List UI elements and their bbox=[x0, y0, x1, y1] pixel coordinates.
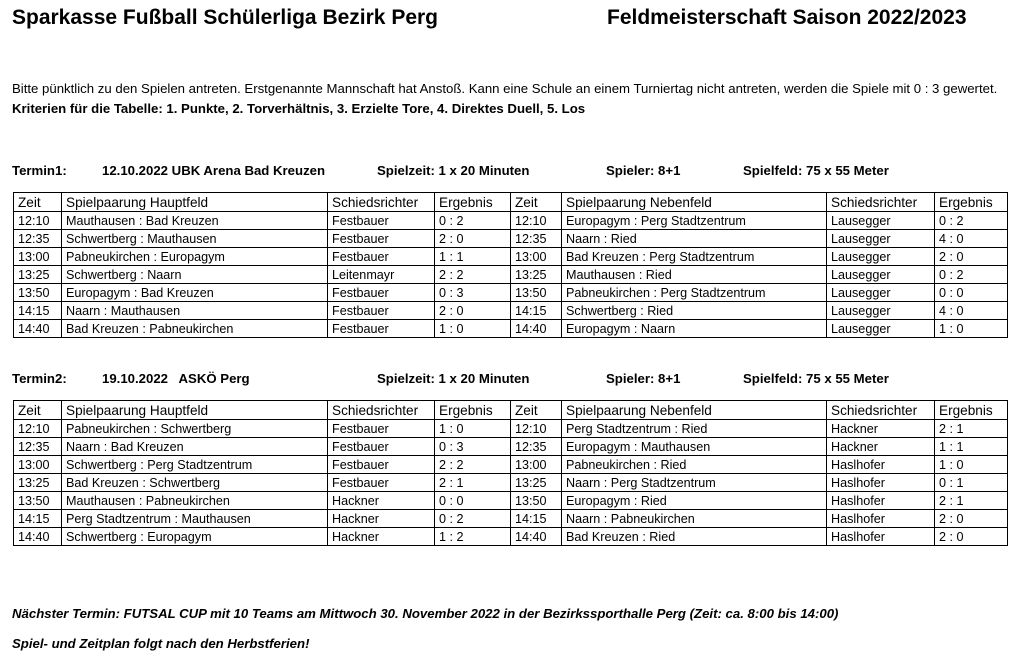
intro-text: Bitte pünktlich zu den Spielen antreten. Erstgenannte Mannschaft hat Anstoß. Kann eine Schule an einem Turniertag nicht antreten, werden die Spiele mit 0 : 3 gewertet. bbox=[12, 81, 998, 96]
cell-time: 12:35 bbox=[511, 230, 562, 248]
table-row bbox=[14, 420, 1008, 438]
table-row bbox=[14, 284, 1008, 302]
intro-paragraph bbox=[12, 79, 1012, 119]
cell-time: 12:10 bbox=[14, 212, 62, 230]
cell-result: 0 : 1 bbox=[935, 474, 1008, 492]
cell-match-side: Naarn : Pabneukirchen bbox=[562, 510, 827, 528]
cell-time: 13:00 bbox=[14, 456, 62, 474]
cell-time: 13:25 bbox=[511, 474, 562, 492]
cell-time: 14:40 bbox=[14, 320, 62, 338]
cell-result: 0 : 3 bbox=[435, 284, 511, 302]
cell-time: 14:40 bbox=[14, 528, 62, 546]
cell-result: 2 : 1 bbox=[935, 420, 1008, 438]
cell-time: 12:35 bbox=[511, 438, 562, 456]
cell-match-side: Bad Kreuzen : Ried bbox=[562, 528, 827, 546]
cell-match-side: Naarn : Perg Stadtzentrum bbox=[562, 474, 827, 492]
cell-referee: Festbauer bbox=[328, 456, 435, 474]
cell-match-side: Mauthausen : Ried bbox=[562, 266, 827, 284]
cell-time: 13:50 bbox=[511, 284, 562, 302]
cell-referee: Festbauer bbox=[328, 248, 435, 266]
cell-referee: Hackner bbox=[328, 510, 435, 528]
cell-time: 13:50 bbox=[14, 492, 62, 510]
cell-match-main: Schwertberg : Mauthausen bbox=[62, 230, 328, 248]
cell-result: 1 : 2 bbox=[435, 528, 511, 546]
cell-referee: Hackner bbox=[827, 420, 935, 438]
cell-result: 1 : 0 bbox=[435, 420, 511, 438]
cell-match-main: Schwertberg : Naarn bbox=[62, 266, 328, 284]
table-row bbox=[14, 510, 1008, 528]
cell-referee: Hackner bbox=[328, 492, 435, 510]
termin-date-venue: 19.10.2022 ASKÖ Perg bbox=[102, 371, 250, 386]
cell-result: 0 : 2 bbox=[935, 212, 1008, 230]
column-header-time: Zeit bbox=[14, 401, 62, 420]
cell-referee: Haslhofer bbox=[827, 510, 935, 528]
table-header-row bbox=[14, 193, 1008, 212]
cell-time: 12:10 bbox=[511, 420, 562, 438]
table-row bbox=[14, 492, 1008, 510]
cell-referee: Lausegger bbox=[827, 248, 935, 266]
cell-referee: Festbauer bbox=[328, 230, 435, 248]
cell-result: 0 : 0 bbox=[435, 492, 511, 510]
cell-referee: Lausegger bbox=[827, 266, 935, 284]
termin-spielfeld: Spielfeld: 75 x 55 Meter bbox=[743, 163, 889, 178]
cell-time: 14:15 bbox=[14, 302, 62, 320]
cell-time: 13:00 bbox=[511, 248, 562, 266]
cell-result: 0 : 2 bbox=[435, 510, 511, 528]
cell-referee: Haslhofer bbox=[827, 456, 935, 474]
column-header-time: Zeit bbox=[511, 193, 562, 212]
cell-match-side: Schwertberg : Ried bbox=[562, 302, 827, 320]
cell-time: 12:35 bbox=[14, 438, 62, 456]
cell-match-main: Naarn : Mauthausen bbox=[62, 302, 328, 320]
cell-referee: Festbauer bbox=[328, 284, 435, 302]
season-title: Feldmeisterschaft Saison 2022/2023 bbox=[607, 6, 967, 29]
cell-match-side: Pabneukirchen : Ried bbox=[562, 456, 827, 474]
cell-result: 1 : 1 bbox=[935, 438, 1008, 456]
cell-result: 1 : 0 bbox=[935, 320, 1008, 338]
cell-referee: Lausegger bbox=[827, 284, 935, 302]
termin-spielzeit: Spielzeit: 1 x 20 Minuten bbox=[377, 163, 530, 178]
cell-match-main: Perg Stadtzentrum : Mauthausen bbox=[62, 510, 328, 528]
cell-result: 1 : 1 bbox=[435, 248, 511, 266]
termin-spieler: Spieler: 8+1 bbox=[606, 371, 681, 386]
cell-referee: Haslhofer bbox=[827, 492, 935, 510]
cell-result: 0 : 2 bbox=[435, 212, 511, 230]
cell-match-side: Pabneukirchen : Perg Stadtzentrum bbox=[562, 284, 827, 302]
table-row bbox=[14, 456, 1008, 474]
cell-time: 13:00 bbox=[511, 456, 562, 474]
termin-spielzeit: Spielzeit: 1 x 20 Minuten bbox=[377, 371, 530, 386]
cell-time: 14:15 bbox=[511, 302, 562, 320]
table-criteria: Kriterien für die Tabelle: 1. Punkte, 2. Torverhältnis, 3. Erzielte Tore, 4. Direktes Duell, 5. Los bbox=[12, 101, 586, 116]
page-title: Sparkasse Fußball Schülerliga Bezirk Perg bbox=[12, 6, 438, 29]
cell-result: 1 : 0 bbox=[435, 320, 511, 338]
column-header-referee: Schiedsrichter bbox=[827, 401, 935, 420]
cell-result: 2 : 1 bbox=[435, 474, 511, 492]
cell-referee: Leitenmayr bbox=[328, 266, 435, 284]
cell-time: 13:25 bbox=[511, 266, 562, 284]
cell-referee: Hackner bbox=[827, 438, 935, 456]
cell-referee: Festbauer bbox=[328, 302, 435, 320]
cell-referee: Festbauer bbox=[328, 320, 435, 338]
termin-spieler: Spieler: 8+1 bbox=[606, 163, 681, 178]
cell-result: 4 : 0 bbox=[935, 302, 1008, 320]
cell-referee: Festbauer bbox=[328, 420, 435, 438]
cell-time: 13:25 bbox=[14, 474, 62, 492]
column-header-result: Ergebnis bbox=[435, 193, 511, 212]
table-row bbox=[14, 320, 1008, 338]
column-header-result: Ergebnis bbox=[435, 401, 511, 420]
cell-result: 2 : 0 bbox=[935, 248, 1008, 266]
cell-referee: Lausegger bbox=[827, 230, 935, 248]
cell-result: 0 : 0 bbox=[935, 284, 1008, 302]
column-header-match-side: Spielpaarung Nebenfeld bbox=[562, 401, 827, 420]
table-row bbox=[14, 248, 1008, 266]
column-header-time: Zeit bbox=[511, 401, 562, 420]
column-header-time: Zeit bbox=[14, 193, 62, 212]
cell-result: 2 : 1 bbox=[935, 492, 1008, 510]
termin-label: Termin1: bbox=[12, 163, 67, 178]
cell-match-main: Bad Kreuzen : Pabneukirchen bbox=[62, 320, 328, 338]
cell-referee: Lausegger bbox=[827, 320, 935, 338]
table-header-row bbox=[14, 401, 1008, 420]
cell-result: 2 : 0 bbox=[935, 510, 1008, 528]
table-row bbox=[14, 474, 1008, 492]
cell-match-main: Mauthausen : Pabneukirchen bbox=[62, 492, 328, 510]
cell-result: 0 : 2 bbox=[935, 266, 1008, 284]
cell-time: 12:10 bbox=[511, 212, 562, 230]
termin2-schedule-table bbox=[13, 400, 1008, 546]
cell-referee: Festbauer bbox=[328, 438, 435, 456]
cell-result: 2 : 0 bbox=[435, 230, 511, 248]
column-header-match-main: Spielpaarung Hauptfeld bbox=[62, 193, 328, 212]
cell-referee: Festbauer bbox=[328, 212, 435, 230]
cell-result: 2 : 2 bbox=[435, 456, 511, 474]
cell-match-main: Pabneukirchen : Schwertberg bbox=[62, 420, 328, 438]
cell-match-main: Pabneukirchen : Europagym bbox=[62, 248, 328, 266]
cell-time: 13:50 bbox=[14, 284, 62, 302]
cell-match-side: Europagym : Perg Stadtzentrum bbox=[562, 212, 827, 230]
table-row bbox=[14, 212, 1008, 230]
column-header-match-side: Spielpaarung Nebenfeld bbox=[562, 193, 827, 212]
cell-match-side: Bad Kreuzen : Perg Stadtzentrum bbox=[562, 248, 827, 266]
cell-match-main: Mauthausen : Bad Kreuzen bbox=[62, 212, 328, 230]
cell-referee: Festbauer bbox=[328, 474, 435, 492]
cell-result: 0 : 3 bbox=[435, 438, 511, 456]
table-row bbox=[14, 266, 1008, 284]
table-row bbox=[14, 438, 1008, 456]
cell-referee: Lausegger bbox=[827, 302, 935, 320]
cell-result: 2 : 2 bbox=[435, 266, 511, 284]
cell-match-side: Perg Stadtzentrum : Ried bbox=[562, 420, 827, 438]
cell-result: 4 : 0 bbox=[935, 230, 1008, 248]
cell-time: 13:00 bbox=[14, 248, 62, 266]
schedule-note: Spiel- und Zeitplan folgt nach den Herbstferien! bbox=[12, 636, 310, 651]
column-header-result: Ergebnis bbox=[935, 193, 1008, 212]
cell-match-main: Europagym : Bad Kreuzen bbox=[62, 284, 328, 302]
termin1-schedule-table bbox=[13, 192, 1008, 338]
cell-match-main: Schwertberg : Europagym bbox=[62, 528, 328, 546]
cell-match-side: Europagym : Ried bbox=[562, 492, 827, 510]
cell-time: 14:15 bbox=[14, 510, 62, 528]
termin-date-venue: 12.10.2022 UBK Arena Bad Kreuzen bbox=[102, 163, 326, 178]
cell-result: 2 : 0 bbox=[935, 528, 1008, 546]
table-row bbox=[14, 230, 1008, 248]
table-row bbox=[14, 302, 1008, 320]
cell-time: 12:35 bbox=[14, 230, 62, 248]
cell-referee: Haslhofer bbox=[827, 528, 935, 546]
termin-label: Termin2: bbox=[12, 371, 67, 386]
next-event-note: Nächster Termin: FUTSAL CUP mit 10 Teams am Mittwoch 30. November 2022 in der Bezirkssporthalle Perg (Zeit: ca. 8:00 bis 14:00) bbox=[12, 606, 839, 621]
cell-match-main: Naarn : Bad Kreuzen bbox=[62, 438, 328, 456]
column-header-referee: Schiedsrichter bbox=[328, 401, 435, 420]
column-header-result: Ergebnis bbox=[935, 401, 1008, 420]
cell-match-main: Schwertberg : Perg Stadtzentrum bbox=[62, 456, 328, 474]
cell-referee: Lausegger bbox=[827, 212, 935, 230]
cell-match-main: Bad Kreuzen : Schwertberg bbox=[62, 474, 328, 492]
cell-match-side: Europagym : Mauthausen bbox=[562, 438, 827, 456]
cell-match-side: Naarn : Ried bbox=[562, 230, 827, 248]
termin-spielfeld: Spielfeld: 75 x 55 Meter bbox=[743, 371, 889, 386]
cell-time: 13:50 bbox=[511, 492, 562, 510]
column-header-referee: Schiedsrichter bbox=[827, 193, 935, 212]
cell-time: 14:40 bbox=[511, 528, 562, 546]
cell-result: 1 : 0 bbox=[935, 456, 1008, 474]
cell-match-side: Europagym : Naarn bbox=[562, 320, 827, 338]
cell-time: 14:15 bbox=[511, 510, 562, 528]
column-header-match-main: Spielpaarung Hauptfeld bbox=[62, 401, 328, 420]
cell-time: 14:40 bbox=[511, 320, 562, 338]
table-row bbox=[14, 528, 1008, 546]
cell-referee: Haslhofer bbox=[827, 474, 935, 492]
column-header-referee: Schiedsrichter bbox=[328, 193, 435, 212]
cell-time: 13:25 bbox=[14, 266, 62, 284]
cell-time: 12:10 bbox=[14, 420, 62, 438]
cell-referee: Hackner bbox=[328, 528, 435, 546]
cell-result: 2 : 0 bbox=[435, 302, 511, 320]
